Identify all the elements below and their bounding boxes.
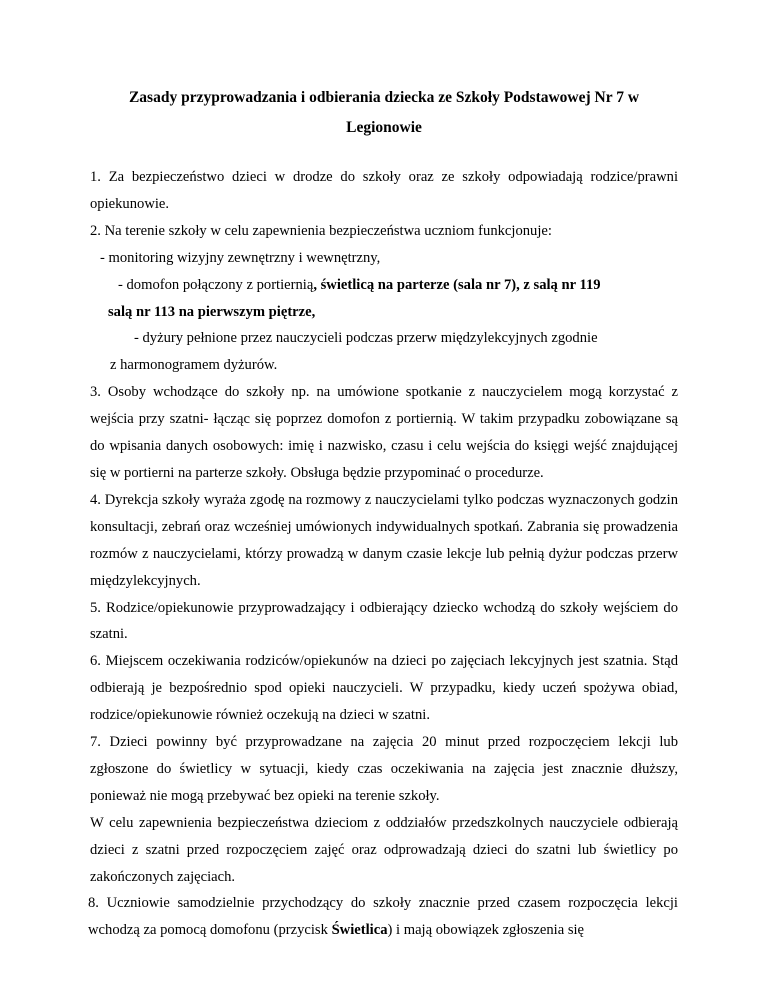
intercom-bold-cont: salą nr 113 na pierwszym piętrze, bbox=[108, 303, 316, 320]
paragraph-8 bbox=[88, 890, 678, 944]
paragraph-7b: W celu zapewnienia bezpieczeństwa dzieciom z oddziałów przedszkolnych nauczyciele odbierają dzieci z szatni przed rozpoczęciem zajęć oraz odprowadzają dzieci do szatni lub świetlicy po zakończonych zajęciach. bbox=[90, 814, 678, 885]
paragraph-6: 6. Miejscem oczekiwania rodziców/opiekunów na dzieci po zajęciach lekcyjnych jest szatnia. Stąd odbierają je bezpośrednio spod opieki nauczycieli. W przypadku, kiedy uczeń spożywa obiad, rodzice/opiekunowie również oczekują na dzieci w szatni. bbox=[90, 653, 678, 724]
paragraph-8-bold: Świetlica bbox=[331, 922, 388, 939]
title-line-1: Zasady przyprowadzania i odbierania dziecka ze Szkoły Podstawowej Nr 7 w bbox=[128, 89, 640, 106]
paragraph-1: 1. Za bezpieczeństwo dzieci w drodze do szkoły oraz ze szkoły odpowiadają rodzice/prawni opiekunowie. bbox=[90, 169, 678, 212]
list-item-intercom-cont bbox=[90, 299, 678, 326]
list-item-duty: - dyżury pełnione przez nauczycieli podczas przerw międzylekcyjnych zgodnie bbox=[134, 330, 598, 347]
paragraph-8-text-a: 8. Uczniowie samodzielnie przychodzący do szkoły znacznie przed czasem rozpoczęcia lekcji wchodzą za pomocą domofonu (przycisk bbox=[88, 895, 678, 939]
paragraph-3: 3. Osoby wchodzące do szkoły np. na umówione spotkanie z nauczycielem mogą korzystać z wejścia przy szatni- łącząc się poprzez domofon z portiernią. W takim przypadku zobowiązane są do wpisania danych osobowych: imię i nazwisko, czasu i celu wejścia do księgi wejść znajdującej się w portierni na parterze szkoły. Obsługa będzie przypominać o procedurze. bbox=[90, 384, 678, 481]
list-item-duty-cont: z harmonogramem dyżurów. bbox=[110, 357, 278, 374]
list-item-monitoring: - monitoring wizyjny zewnętrzny i wewnętrzny, bbox=[100, 249, 381, 266]
document-title bbox=[60, 83, 708, 143]
intercom-bold-text: , świetlicą na parterze (sala nr 7), z salą nr 119 bbox=[313, 276, 601, 293]
document-body bbox=[90, 164, 678, 944]
intercom-text: - domofon połączony z portiernią bbox=[118, 276, 314, 293]
paragraph-8-text-c: ) i mają obowiązek zgłoszenia się bbox=[387, 922, 585, 939]
paragraph-7: 7. Dzieci powinny być przyprowadzane na zajęcia 20 minut przed rozpoczęciem lekcji lub zgłoszone do świetlicy w sytuacji, kiedy czas oczekiwania na zajęcia jest znacznie dłuższy, ponieważ nie mogą przebywać bez opieki na terenie szkoły. bbox=[90, 734, 678, 804]
paragraph-2: 2. Na terenie szkoły w celu zapewnienia bezpieczeństwa uczniom funkcjonuje: bbox=[90, 222, 552, 239]
title-line-2: Legionowie bbox=[346, 119, 422, 136]
paragraph-5: 5. Rodzice/opiekunowie przyprowadzający i odbierający dziecko wchodzą do szkoły wejściem do szatni. bbox=[90, 599, 678, 643]
list-item-intercom bbox=[90, 272, 678, 299]
paragraph-4: 4. Dyrekcja szkoły wyraża zgodę na rozmowy z nauczycielami tylko podczas wyznaczonych godzin konsultacji, zebrań oraz wcześniej umówionych indywidualnych spotkań. Zabrania się prowadzenia rozmów z nauczycielami, którzy prowadzą w danym czasie lekcje lub pełnią dyżur podczas przerw międzylekcyjnych. bbox=[90, 491, 678, 589]
